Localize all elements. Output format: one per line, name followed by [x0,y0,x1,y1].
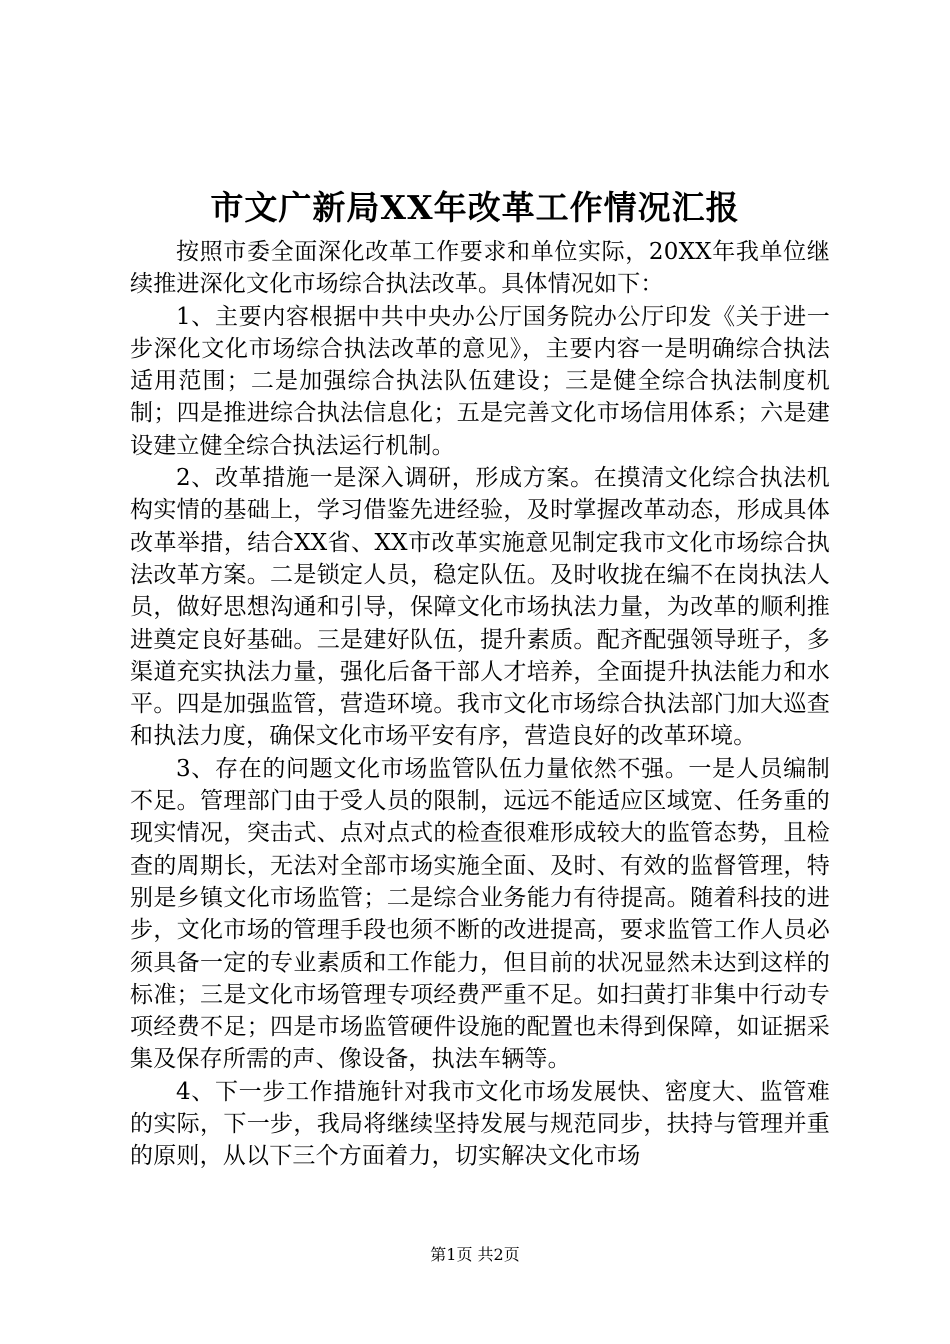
paragraph-main-content: 1、主要内容根据中共中央办公厅国务院办公厅印发《关于进一步深化文化市场综合执法改革的意见》，主要内容一是明确综合执法适用范围；二是加强综合执法队伍建设；三是健全综合执法制度机制；四是推进综合执法信息化；五是完善文化市场信用体系；六是建设建立健全综合执法运行机制。 [130,303,830,459]
document-title: 市文广新局XX年改革工作情况汇报 [210,188,740,227]
paragraph-next-steps: 4、下一步工作措施针对我市文化市场发展快、密度大、监管难的实际，下一步，我局将继续坚持发展与规范同步，扶持与管理并重的原则，从以下三个方面着力，切实解决文化市场 [130,1078,830,1170]
page-number-footer: 第1页 共2页 [430,1245,520,1264]
paragraph-existing-problems: 3、存在的问题文化市场监管队伍力量依然不强。一是人员编制不足。管理部门由于受人员的限制，远远不能适应区域宽、任务重的现实情况，突击式、点对点式的检查很难形成较大的监管态势，且检查的周期长，无法对全部市场实施全面、及时、有效的监督管理，特别是乡镇文化市场监管；二是综合业务能力有待提高。随着科技的进步，文化市场的管理手段也须不断的改进提高，要求监管工作人员必须具备一定的专业素质和工作能力，但目前的状况显然未达到这样的标准；三是文化市场管理专项经费严重不足。如扫黄打非集中行动专项经费不足；四是市场监管硬件设施的配置也未得到保障，如证据采集及保存所需的声、像设备，执法车辆等。 [130,755,830,1073]
document-body [130,236,830,1173]
paragraph-intro: 按照市委全面深化改革工作要求和单位实际，20XX年我单位继续推进深化文化市场综合执法改革。具体情况如下： [130,239,830,298]
paragraph-reform-measures: 2、改革措施一是深入调研，形成方案。在摸清文化综合执法机构实情的基础上，学习借鉴先进经验，及时掌握改革动态，形成具体改革举措，结合XX省、XX市改革实施意见制定我市文化市场综合执法改革方案。二是锁定人员，稳定队伍。及时收拢在编不在岗执法人员，做好思想沟通和引导，保障文化市场执法力量，为改革的顺利推进奠定良好基础。三是建好队伍，提升素质。配齐配强领导班子，多渠道充实执法力量，强化后备干部人才培养，全面提升执法能力和水平。四是加强监管，营造环境。我市文化市场综合执法部门加大巡查和执法力度，确保文化市场平安有序，营造良好的改革环境。 [130,465,830,750]
